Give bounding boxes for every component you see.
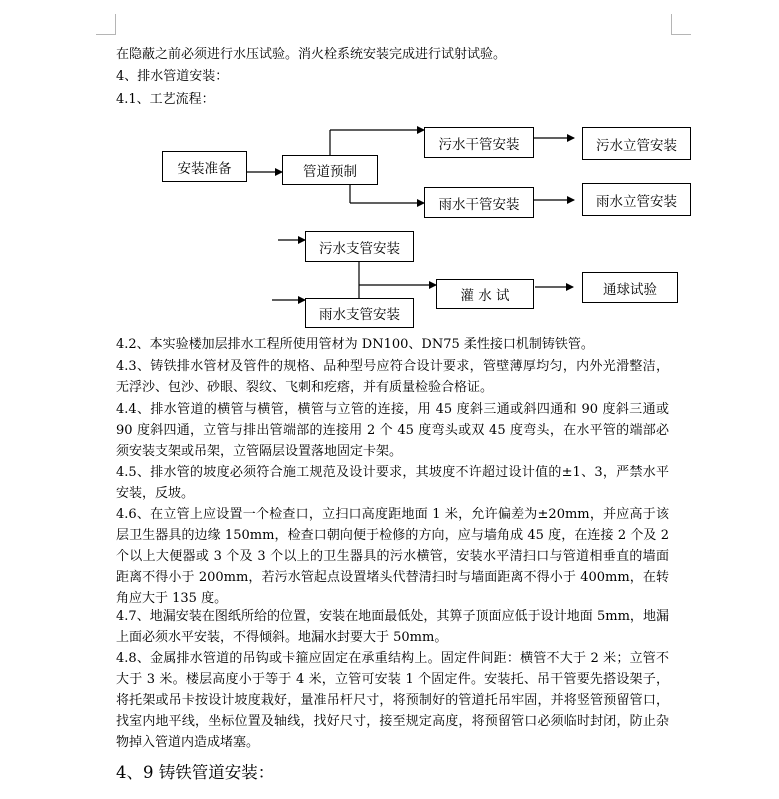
section-4-4: 4.4、排水管道的横管与横管，横管与立管的连接，用 45 度斜三通或斜四通和 90 度斜三通或 90 度斜四通，立管与排出管端部的连接用 2 个 45 度弯头或双 45 度弯头，在水平管的端部必须安装支架或吊架，立管隔层设置落地固定卡架。 xyxy=(116,402,669,459)
section-4-3: 4.3、铸铁排水管材及管件的规格、品种型号应符合设计要求，管壁薄厚均匀，内外光滑整洁，无浮沙、包沙、砂眼、裂纹、飞刺和疙瘩，并有质量检验合格证。 xyxy=(116,359,669,395)
flow-sewage-main: 污水干管安装 xyxy=(424,127,534,158)
flow-water-test: 灌 水 试 xyxy=(436,279,534,309)
flow-rain-branch: 雨水支管安装 xyxy=(305,298,414,328)
section-4-5: 4.5、排水管的坡度必须符合施工规范及设计要求，其坡度不许超过设计值的±1、3，严禁水平安装，反坡。 xyxy=(116,465,669,501)
section-4-2: 4.2、本实验楼加层排水工程所使用管材为 DN100、DN75 柔性接口机制铸铁管。 xyxy=(116,337,594,352)
section-4-7: 4.7、地漏安装在图纸所给的位置，安装在地面最低处，其箅子顶面应低于设计地面 5mm，地漏上面必须水平安装，不得倾斜。地漏水封要大于 50mm。 xyxy=(116,609,669,645)
flow-install-prep: 安装准备 xyxy=(162,151,247,182)
flow-rain-main: 雨水干管安装 xyxy=(424,187,534,218)
flow-pipe-prefab: 管道预制 xyxy=(282,155,378,185)
flow-rain-riser: 雨水立管安装 xyxy=(582,183,691,216)
flow-sewage-riser: 污水立管安装 xyxy=(582,127,691,160)
flow-ball-test: 通球试验 xyxy=(582,272,678,303)
section-4-6: 4.6、在立管上应设置一个检查口，立扫口高度距地面 1 米，允许偏差为±20mm，并应高于该层卫生器具的边缘 150mm，检查口朝向便于检修的方向，应与墙角成 45 度，在连接 2 个及 2 个以上大便器或 3 个及 3 个以上的卫生器具的污水横管，安装水平清扫口与管道相垂直的墙面距离不得小于 200mm，若污水管起点设置堵头代替清扫时与墙面距离不得小于 400mm，在转角应大于 135 度。 xyxy=(116,507,669,606)
section-4-9-title: 4、9 铸铁管道安装： xyxy=(116,763,275,782)
flow-sewage-branch: 污水支管安装 xyxy=(305,231,414,262)
section-4-title: 4、排水管道安装： xyxy=(116,69,229,84)
section-4-8: 4.8、金属排水管道的吊钩或卡箍应固定在承重结构上。固定件间距：横管不大于 2 米；立管不大于 3 米。楼层高度小于等于 4 米，立管可安装 1 个固定件。安装托、吊干管要先搭设架子，将托架或吊卡按设计坡度栽好，量准吊杆尺寸，将预制好的管道托吊牢固，并将竖管预留管口，找室内地平线，坐标位置及轴线，找好尺寸，接至规定高度，将预留管口必须临时封闭，防止杂物掉入管道内造成堵塞。 xyxy=(116,651,669,750)
intro-paragraph: 在隐蔽之前必须进行水压试验。消火栓系统安装完成进行试射试验。 xyxy=(116,47,507,62)
section-4-1-title: 4.1、工艺流程： xyxy=(116,92,215,107)
